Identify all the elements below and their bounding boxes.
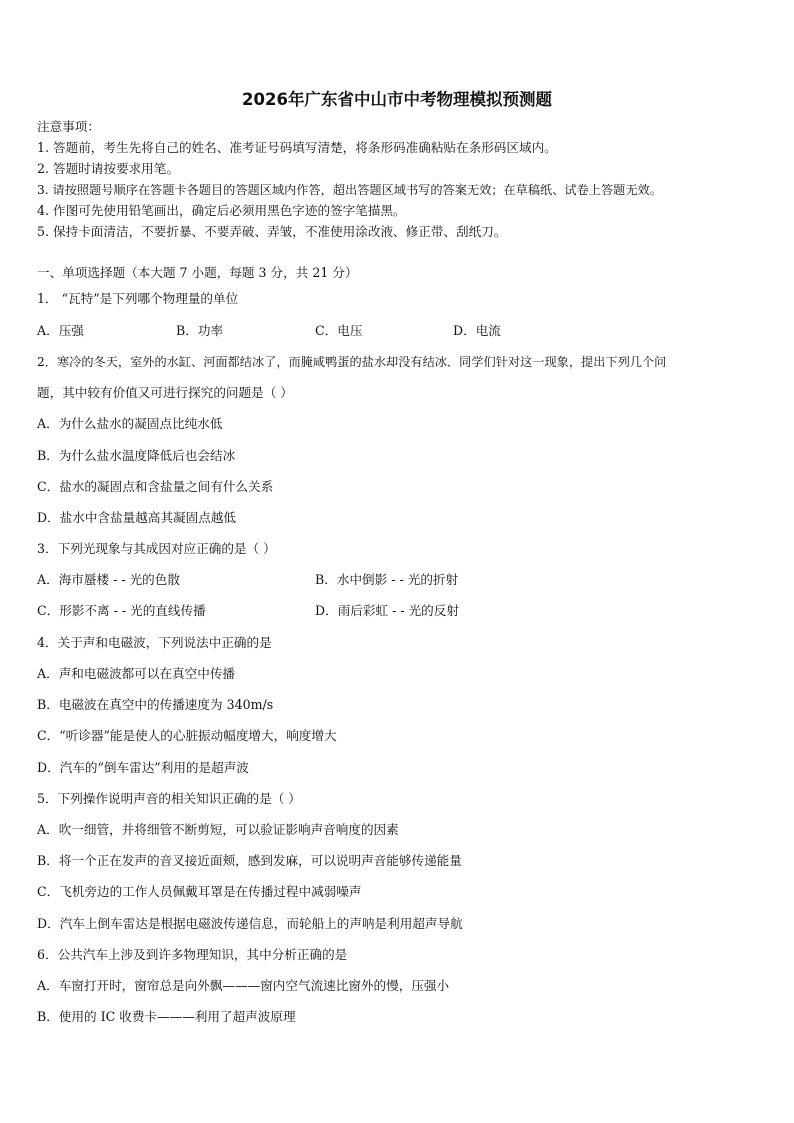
question-4-option-a: A．声和电磁波都可以在真空中传播 [37, 666, 236, 681]
question-5-option-c: C．飞机旁边的工作人员佩戴耳罩是在传播过程中减弱噪声 [37, 884, 362, 899]
question-3-option-d: D．雨后彩虹 - - 光的反射 [315, 603, 459, 618]
question-4-stem: 4．关于声和电磁波，下列说法中正确的是 [37, 635, 272, 650]
notice-item-5: 5. 保持卡面清洁，不要折暴、不要弄破、弄皱，不准使用涂改液、修正带、刮纸刀。 [37, 224, 507, 239]
question-5-option-d: D．汽车上倒车雷达是根据电磁波传递信息，而轮船上的声呐是利用超声导航 [37, 916, 463, 931]
section-heading: 一、单项选择题（本大题 7 小题，每题 3 分，共 21 分） [37, 265, 358, 280]
question-2-option-c: C．盐水的凝固点和含盐量之间有什么关系 [37, 479, 274, 494]
question-5-stem: 5．下列操作说明声音的相关知识正确的是（ ） [37, 791, 301, 806]
question-2-option-b: B．为什么盐水温度降低后也会结冰 [37, 448, 236, 463]
question-3-option-c: C．形影不离 - - 光的直线传播 [37, 603, 206, 618]
question-6-option-a: A．车窗打开时，窗帘总是向外飘———窗内空气流速比窗外的慢，压强小 [37, 978, 450, 993]
question-2-stem-line-1: 2．寒冷的冬天，室外的水缸、河面都结冰了，而腌咸鸭蛋的盐水却没有结冰．同学们针对这一现象，提出下列几个问 [37, 355, 667, 369]
question-3-option-b: B．水中倒影 - - 光的折射 [315, 572, 459, 587]
notice-item-2: 2. 答题时请按要求用笔。 [37, 161, 179, 176]
question-5-option-a: A．吹一细管，并将细管不断剪短，可以验证影响声音响度的因素 [37, 822, 399, 837]
question-1-option-c: C．电压 [315, 323, 363, 338]
question-1-option-b: B．功率 [176, 323, 224, 338]
question-3-option-a: A．海市蜃楼 - - 光的色散 [37, 572, 180, 587]
question-4-option-b: B．电磁波在真空中的传播速度为 340m/s [37, 697, 274, 712]
question-2-option-d: D．盐水中含盐量越高其凝固点越低 [37, 510, 237, 525]
question-2-stem-line-2: 题，其中较有价值又可进行探究的问题是（ ） [37, 385, 293, 400]
question-2-option-a: A．为什么盐水的凝固点比纯水低 [37, 416, 223, 431]
question-6-option-b: B．使用的 IC 收费卡———利用了超声波原理 [37, 1009, 296, 1024]
question-5-option-b: B．将一个正在发声的音叉接近面颊，感到发麻，可以说明声音能够传递能量 [37, 853, 462, 868]
question-3-stem: 3．下列光现象与其成因对应正确的是（ ） [37, 541, 276, 556]
notice-item-3: 3. 请按照题号顺序在答题卡各题目的答题区域内作答，超出答题区域书写的答案无效；在草稿纸、试卷上答题无效。 [37, 183, 662, 197]
question-4-option-d: D．汽车的“倒车雷达”利用的是超声波 [37, 760, 249, 775]
question-4-option-c: C．“听诊器”能是使人的心脏振动幅度增大，响度增大 [37, 728, 337, 743]
notice-heading: 注意事项： [37, 119, 100, 134]
question-6-stem: 6．公共汽车上涉及到许多物理知识，其中分析正确的是 [37, 947, 348, 962]
question-1-option-a: A．压强 [37, 323, 84, 338]
notice-item-1: 1. 答题前，考生先将自己的姓名、准考证号码填写清楚，将条形码准确粘贴在条形码区域内。 [37, 140, 557, 155]
page-title: 2026年广东省中山市中考物理模拟预测题 [242, 90, 552, 109]
question-1-stem: 1． “瓦特”是下列哪个物理量的单位 [37, 291, 239, 306]
question-1-option-d: D．电流 [453, 323, 501, 338]
notice-item-4: 4. 作图可先使用铅笔画出，确定后必须用黑色字迹的签字笔描黑。 [37, 203, 406, 218]
